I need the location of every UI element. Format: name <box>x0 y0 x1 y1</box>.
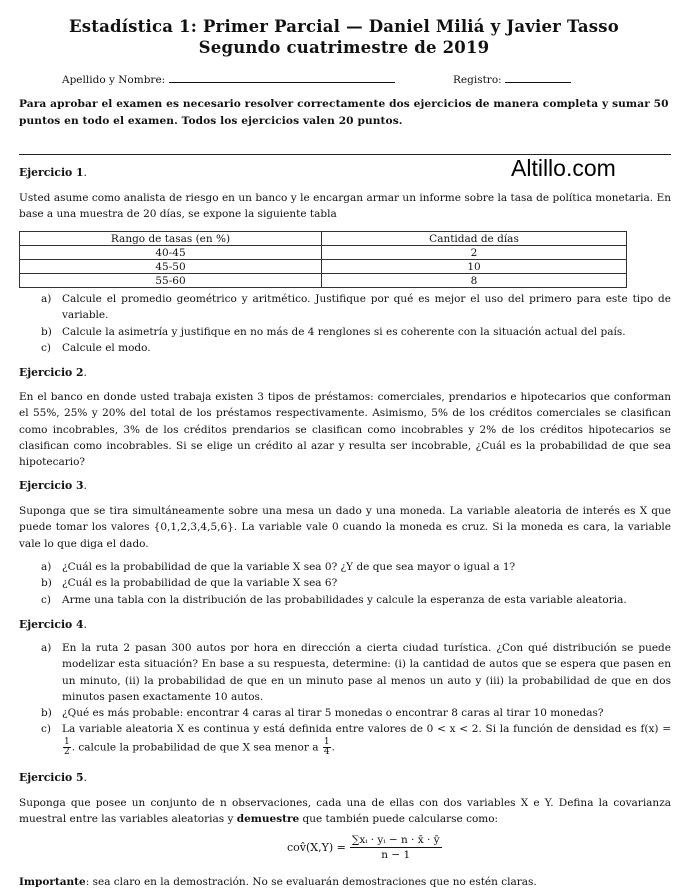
item-letter: b) <box>41 577 52 590</box>
fraction-numerator: 1 <box>323 736 330 747</box>
fraction-denominator: 2 <box>64 746 70 757</box>
ej3-text: Suponga que se tira simultáneamente sobre una mesa un dado y una moneda. La variable aleatoria de interés es X que puede tomar los valores {0,1,2,3,4,5,6}. La variable vale 0 cuando la moneda es cruz. Si la moneda es cara, la variable vale lo que diga el dado. <box>19 505 671 550</box>
table-header: Cantidad de días <box>322 232 627 246</box>
item-text: . <box>331 741 335 754</box>
formula-numerator: ∑xᵢ · yᵢ − n · x̄ · ȳ <box>351 834 440 846</box>
ej1-text: Usted asume como analista de riesgo en un banco y le encargan armar un informe sobre la tasa de política monetaria. En base a una muestra de 20 días, se expone la siguiente tabla <box>19 192 671 221</box>
item-text: ¿Cuál es la probabilidad de que la variable X sea 6? <box>62 577 338 590</box>
ej1-heading-text: Ejercicio 1 <box>19 166 84 179</box>
item-text: Calcule el modo. <box>62 341 151 354</box>
ej5-text-bold: demuestre <box>236 813 300 826</box>
footer-label: Importante <box>19 876 86 888</box>
item-letter: b) <box>41 707 52 720</box>
list-item <box>19 575 671 591</box>
watermark-logo: Altillo.com <box>511 155 616 181</box>
item-text: Arme una tabla con la distribución de las probabilidades y calcule la esperanza de esta variable aleatoria. <box>62 593 627 606</box>
footer-text: : sea claro en la demostración. No se evaluarán demostraciones que no estén claras. <box>85 876 537 888</box>
footer-note <box>19 876 537 888</box>
fraction-numerator: 1 <box>64 736 70 747</box>
formula-fraction <box>350 834 442 861</box>
formula-denominator: n − 1 <box>381 849 411 861</box>
name-field <box>62 73 395 86</box>
list-item <box>19 705 671 721</box>
item-text: Calcule la asimetría y justifique en no más de 4 renglones si es coherente con la situación actual del país. <box>62 325 626 338</box>
ej3-heading-text: Ejercicio 3 <box>19 479 84 492</box>
fraction-denominator: 4 <box>323 746 330 757</box>
ej2-heading-text: Ejercicio 2 <box>19 366 84 379</box>
formula-lhs: cov̂(X,Y) = <box>287 841 346 854</box>
name-blank <box>169 73 395 83</box>
table-cell: 2 <box>322 246 627 260</box>
ej5-heading-text: Ejercicio 5 <box>19 771 84 784</box>
table-header-row <box>20 232 627 246</box>
list-item <box>19 324 671 340</box>
ej1-items <box>19 291 671 356</box>
item-letter: c) <box>41 723 51 736</box>
ej4-heading-text: Ejercicio 4 <box>19 618 84 631</box>
ej4-heading: Ejercicio 4. <box>19 618 87 631</box>
table-cell: 45-50 <box>20 260 322 274</box>
item-letter: a) <box>41 293 52 305</box>
ej5-heading: Ejercicio 5. <box>19 771 87 784</box>
ej4-items <box>19 640 671 757</box>
ej5-text-part: Suponga que posee un conjunto de n observaciones, cada una de ellas con dos variables X e Y. Defina la covarianza muestral entre las variables aleatorias y <box>19 797 671 826</box>
table-cell: 55-60 <box>20 274 322 288</box>
table-cell: 8 <box>322 274 627 288</box>
rates-table <box>19 231 627 288</box>
registro-blank <box>505 73 571 83</box>
list-item <box>19 559 671 575</box>
registro-label: Registro: <box>453 74 502 86</box>
item-text: Calcule el promedio geométrico y aritmético. Justifique por qué es mejor el uso del primero para este tipo de variable. <box>62 293 671 322</box>
item-letter: c) <box>41 341 51 354</box>
ej2-heading: Ejercicio 2. <box>19 366 87 379</box>
item-text: ¿Qué es más probable: encontrar 4 caras al tirar 5 monedas o encontrar 8 caras al tirar 10 monedas? <box>62 707 604 720</box>
covariance-formula <box>287 834 442 861</box>
item-text: La variable aleatoria X es continua y está definida entre valores de 0 < x < 2. Si la función de densidad es <box>62 723 637 736</box>
exam-instructions: Para aprobar el examen es necesario resolver correctamente dos ejercicios de manera completa y sumar 50 puntos en todo el examen. Todos los ejercicios valen 20 puntos. <box>19 98 669 127</box>
fraction-quarter <box>323 738 331 757</box>
list-item <box>19 640 671 705</box>
registro-field <box>453 73 571 86</box>
ej1-heading: Ejercicio 1. <box>19 166 87 179</box>
density-fx: f(x) = <box>640 723 671 736</box>
exam-title: Estadística 1: Primer Parcial — Daniel Miliá y Javier Tasso <box>68 17 619 36</box>
ej2-text: En el banco en donde usted trabaja existen 3 tipos de préstamos: comerciales, prendarios e hipotecarios que conforman el 55%, 25% y 20% del total de los préstamos respectivamente. Asimismo, 5% de los créditos comerciales se clasifican como incobrables, 3% de los créditos prendarios se clasifican como incobrables y 2% de los créditos hipotecarios se clasifican como incobrables. Si se elige un crédito al azar y resulta ser incobrable, ¿Cuál es la probabilidad de que sea hipotecario? <box>19 391 671 469</box>
ej5-text-part: que también puede calcularse como: <box>299 813 499 826</box>
item-letter: c) <box>41 593 51 606</box>
list-item <box>19 721 671 756</box>
table-row <box>20 260 627 274</box>
fraction-half <box>63 738 71 757</box>
table-row <box>20 246 627 260</box>
list-item <box>19 592 671 608</box>
item-text: En la ruta 2 pasan 300 autos por hora en dirección a cierta ciudad turística. ¿Con qué distribución se puede modelizar esta situación? En base a su respuesta, determine: (i) la cantidad de autos que se espera que pasen en un minuto, (ii) la probabilidad de que en un minuto pase al menos un auto y (iii) la probabilidad de que en dos minutos pasen exactamente 10 autos. <box>62 642 671 703</box>
list-item <box>19 291 671 324</box>
item-letter: a) <box>41 642 52 654</box>
ej5-text <box>19 795 671 828</box>
item-letter: b) <box>41 325 52 338</box>
item-text: ¿Cuál es la probabilidad de que la variable X sea 0? ¿Y de que sea mayor o igual a 1? <box>62 561 516 573</box>
name-label: Apellido y Nombre: <box>62 74 166 86</box>
table-cell: 40-45 <box>20 246 322 260</box>
ej3-heading: Ejercicio 3. <box>19 479 87 492</box>
list-item <box>19 340 671 356</box>
table-header: Rango de tasas (en %) <box>20 232 322 246</box>
item-text: . calcule la probabilidad de que X sea menor a <box>71 741 319 754</box>
ej3-items <box>19 559 671 608</box>
item-letter: a) <box>41 561 52 573</box>
exam-subtitle: Segundo cuatrimestre de 2019 <box>198 38 490 57</box>
table-row <box>20 274 627 288</box>
table-cell: 10 <box>322 260 627 274</box>
